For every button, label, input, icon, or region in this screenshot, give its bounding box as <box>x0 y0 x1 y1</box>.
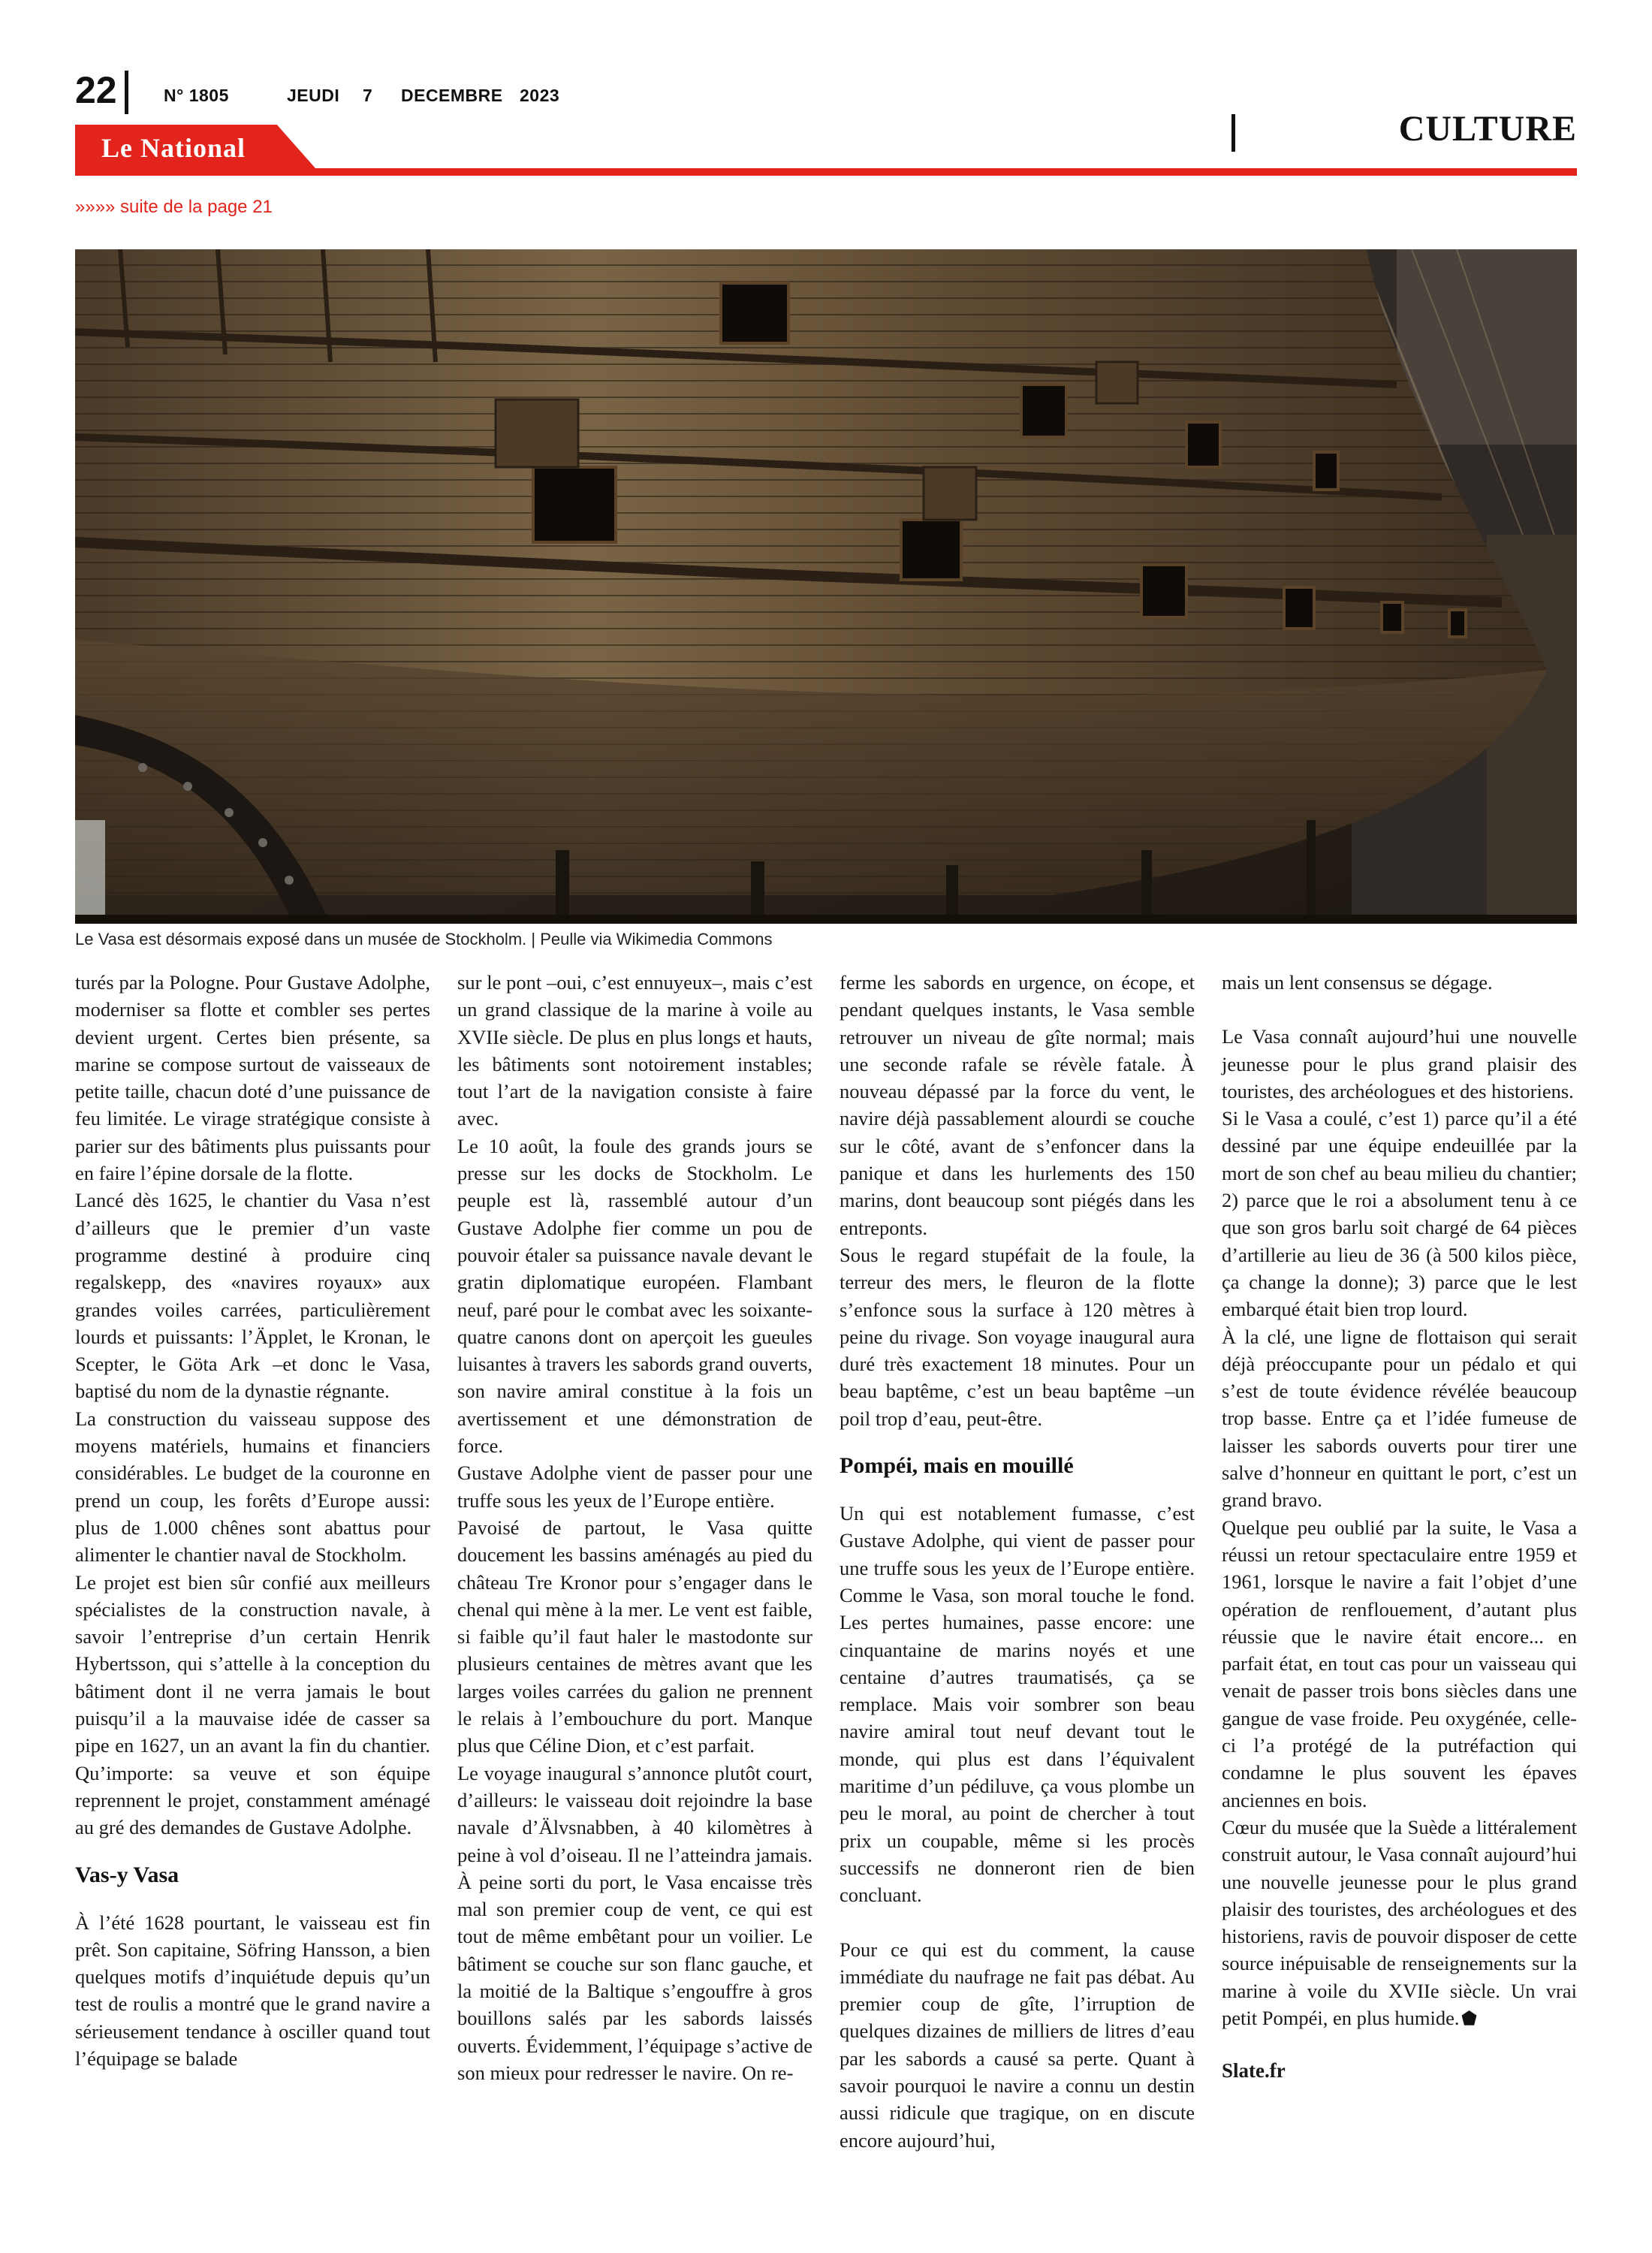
paragraph: Gustave Adolphe vient de passer pour une truffe sous les yeux de l’Europe entière. <box>457 1461 812 1512</box>
subheading: Pompéi, mais en mouillé <box>840 1453 1074 1479</box>
continued-from-link[interactable]: »»»» suite de la page 21 <box>75 197 273 217</box>
paragraph: Le Vasa connaît aujourd’hui une nouvelle jeunesse pour le plus grand plaisir des touristes, des archéologues et des historiens. <box>1222 1025 1577 1102</box>
end-mark-icon <box>1461 2010 1478 2027</box>
subheading: Vas-y Vasa <box>75 1862 179 1887</box>
paragraph: Si le Vasa a coulé, c’est 1) parce qu’il a été dessiné par une équipe endeuillée par la mort de son chef au beau milieu du chantier; 2) parce que le roi a absolument tenu à ce que son gros barlu soit chargé de 64 pièces d’artillerie au lieu de 36 (à 500 kilos pièce, ça change la donne); 3) parce que le lest embarqué était bien trop lourd. <box>1222 1107 1577 1321</box>
article-column-4 <box>1222 969 1577 2085</box>
paragraph: Quelque peu oublié par la suite, le Vasa a réussi un retour spectaculaire entre 1959 et 1961, lorsque le navire a fait l’objet d’une opération de renflouement, d’autant plus réussie que le navire était encore... en parfait état, en tout cas pour un vaisseau qui venait de passer trois bons siècles dans une gangue de vase froide. Peu oxygénée, celle-ci l’a protégé de la putréfaction qui condamne le plus souvent les épaves anciennes en bois. <box>1222 1516 1577 1811</box>
paragraph: ferme les sabords en urgence, on écope, et pendant quelques instants, le Vasa semble retrouver un niveau de gîte normal; mais une seconde rafale se révèle fatale. À nouveau dépassé par la force du vent, le navire déjà passablement alourdi se couche sur le côté, avant de s’enfoncer dans la panique et dans les hurlements des 150 marins, dont beaucoup sont piégés dans les entreponts. <box>840 971 1195 1239</box>
paragraph: Le 10 août, la foule des grands jours se presse sur les docks de Stockholm. Le peuple est là, rassemblé autour d’un Gustave Adolphe fier comme un pou de pouvoir étaler sa puissance navale devant le gratin diplomatique européen. Flambant neuf, paré pour le combat avec les soixante-quatre canons dont on aperçoit les gueules luisantes à travers les sabords grand ouverts, son navire amiral constitue à la fois un avertissement et une démonstration de force. <box>457 1134 812 1458</box>
header-divider <box>125 71 128 114</box>
paragraph: sur le pont –oui, c’est ennuyeux–, mais c’est un grand classique de la marine à voile au XVIIe siècle. De plus en plus longs et hauts, les bâtiments sont notoirement instables; tout l’art de la navigation consiste à faire avec. <box>457 971 812 1130</box>
weekday: JEUDI <box>287 86 340 105</box>
brand-name: Le National <box>101 133 246 163</box>
paragraph: Sous le regard stupéfait de la foule, la terreur des mers, le fleuron de la flotte s’enfonce sous la surface à 120 mètres à peine du rivage. Son voyage inaugural aura duré très exactement 18 minutes. Pour un beau baptême, c’est un beau baptême –un poil trop d’eau, peut-être. <box>840 1243 1195 1430</box>
photo-caption: Le Vasa est désormais exposé dans un musée de Stockholm. | Peulle via Wikimedia Commons <box>75 930 773 949</box>
paragraph: Le projet est bien sûr confié aux meilleurs spécialistes de la construction navale, à savoir l’entreprise d’un certain Henrik Hybertsson, qui s’attelle à la conception du bâtiment dont il ne verra jamais le bout puisqu’il a la mauvaise idée de casser sa pipe en 1627, un an avant la fin du chantier. Qu’importe: sa veuve et son équipe reprennent le projet, constamment aménagé au gré des demandes de Gustave Adolphe. <box>75 1570 430 1839</box>
paragraph: Un qui est notablement fumasse, c’est Gustave Adolphe, qui vient de passer pour une truffe sous les yeux de l’Europe entière. Comme le Vasa, son moral touche le fond. Les pertes humaines, passe encore: une cinquantaine de marins noyés et une centaine d’autres traumatisés, ça se remplace. Mais voir sombrer son beau navire amiral tout neuf devant tout le monde, qui plus est dans l’équivalent maritime d’un pédiluve, ça vous plombe un peu le moral, au point de chercher à tout prix un coupable, même si les procès successifs ne donneront rien de bien concluant. <box>840 1502 1195 1907</box>
article-source: Slate.fr <box>1222 2059 1286 2083</box>
article-column-2 <box>457 969 812 2086</box>
paragraph: La construction du vaisseau suppose des moyens matériels, humains et financiers considérables. Le budget de la couronne en prend un coup, les forêts d’Europe aussi: plus de 1.000 chênes sont abattus pour alimenter le chantier naval de Stockholm. <box>75 1407 430 1567</box>
vasa-ship-photo <box>75 249 1577 924</box>
date-month: DECEMBRE <box>401 86 503 105</box>
section-divider <box>1231 114 1235 152</box>
paragraph: mais un lent consensus se dégage. <box>1222 971 1493 994</box>
page-number: 22 <box>75 69 117 111</box>
issue-number: N° 1805 <box>164 86 229 105</box>
paragraph: Le voyage inaugural s’annonce plutôt court, d’ailleurs: le vaisseau doit rejoindre la base navale d’Älvsnabben, à 40 kilomètres à peine à vol d’oiseau. Il ne l’atteindra jamais. À peine sorti du port, le Vasa encaisse très mal son premier coup de vent, ce qui est tout de même embêtant pour un voilier. Le bâtiment se couche sur son flanc gauche, et la moitié de la Baltique s’engouffre à gros bouillons salés par les sabords laissés ouverts. Évidemment, l’équipage s’active de son mieux pour redresser le navire. On re- <box>457 1761 812 2084</box>
article-column-1 <box>75 969 430 2072</box>
header-red-rule <box>75 168 1577 176</box>
paragraph: Lancé dès 1625, le chantier du Vasa n’est d’ailleurs que le premier d’un vaste programme destiné à produire cinq regalskepp, des «navires royaux» aux grandes voiles carrées, particulièrement lourds et puissants: l’Äpplet, le Kronan, le Scepter, le Göta Ark –et donc le Vasa, baptisé du nom de la dynastie régnante. <box>75 1189 430 1403</box>
paragraph: À la clé, une ligne de flottaison qui serait déjà préoccupante pour un pédalo et qui s’est de toute évidence révélée beaucoup trop basse. Entre ça et l’idée fumeuse de laisser les sabords ouverts pour tirer une salve d’honneur en quittant le port, c’est un grand bravo. <box>1222 1325 1577 1512</box>
section-title: CULTURE <box>1398 109 1577 149</box>
paragraph-final <box>1222 1814 1577 2031</box>
date-day: 7 <box>363 86 373 105</box>
paragraph: Pour ce qui est du comment, la cause immédiate du naufrage ne fait pas débat. Au premier coup de gîte, l’irruption de quelques dizaines de milliers de litres d’eau par les sabords a causé sa perte. Quant à savoir pourquoi le navire a connu un destin aussi ridicule que tragique, on en discute encore aujourd’hui, <box>840 1938 1195 2152</box>
paragraph: turés par la Pologne. Pour Gustave Adolphe, moderniser sa flotte et combler ses pertes devient urgent. Certes bien présente, sa marine se compose surtout de vaisseaux de petite taille, chacun doté d’une puissance de feu limitée. Le virage stratégique consiste à parier sur des bâtiments plus puissants pour en faire l’épine dorsale de la flotte. <box>75 971 430 1185</box>
date-year: 2023 <box>520 86 560 105</box>
paragraph-text: Cœur du musée que la Suède a littéralement construit autour, le Vasa connaît aujourd’hui une nouvelle jeunesse pour le plus grand plaisir des touristes, des archéologues et des historiens, ravis de pouvoir disposer de cette source inépuisable de renseignements sur la marine à voile du XVIIe siècle. Un vrai petit Pompéi, en plus humide. <box>1222 1815 1577 2029</box>
paragraph: À l’été 1628 pourtant, le vaisseau est fin prêt. Son capitaine, Söfring Hansson, a bien quelques motifs d’inquiétude depuis qu’un test de roulis a montré que le grand navire a sérieusement tendance à osciller quand tout l’équipage se balade <box>75 1911 430 2070</box>
paragraph: Pavoisé de partout, le Vasa quitte doucement les bassins aménagés au pied du château Tre Kronor pour s’engager dans le chenal qui mène à la mer. Le vent est faible, si faible qu’il faut haler le mastodonte sur plusieurs centaines de mètres avant que les larges voiles carrées du galion ne prennent le relais à l’embouchure du port. Manque plus que Céline Dion, et c’est parfait. <box>457 1516 812 1757</box>
article-column-3 <box>840 969 1195 2154</box>
